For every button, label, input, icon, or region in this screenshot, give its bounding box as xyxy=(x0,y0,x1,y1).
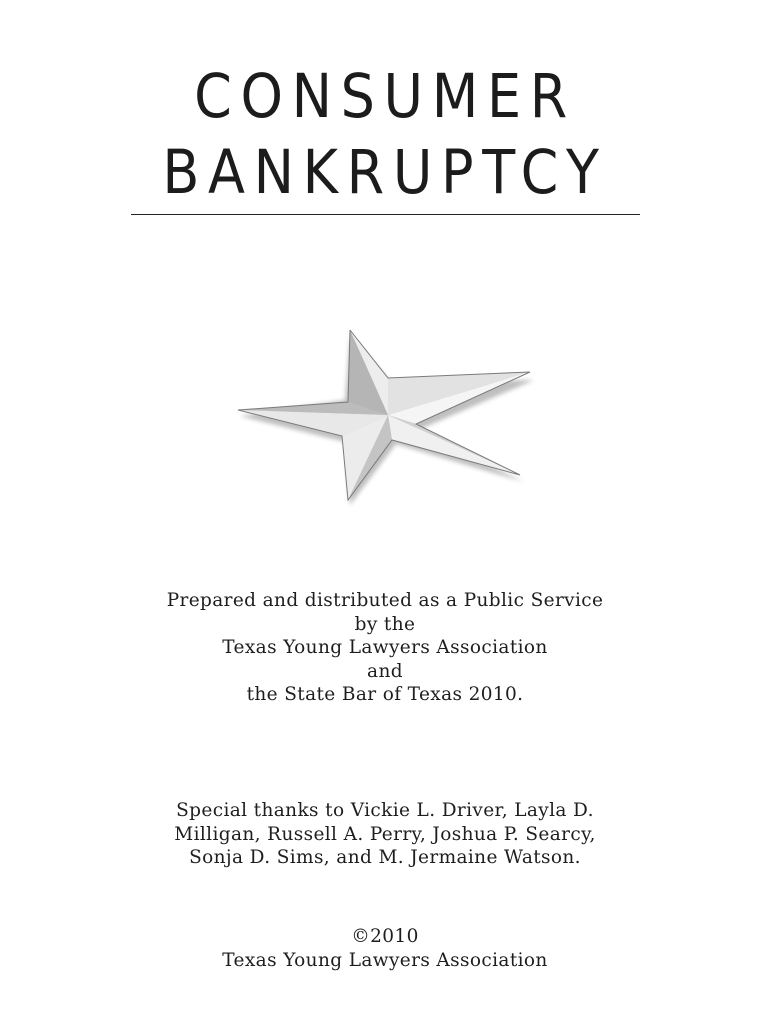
thanks-line: Milligan, Russell A. Perry, Joshua P. Searcy, xyxy=(174,823,596,845)
prepared-line: by the xyxy=(354,613,416,635)
thanks-line: Sonja D. Sims, and M. Jermaine Watson. xyxy=(189,847,581,868)
acknowledgements xyxy=(0,799,770,870)
copyright-organization: Texas Young Lawyers Association xyxy=(222,949,548,971)
title-line-1: CONSUMER xyxy=(194,61,576,132)
title-line-2: BANKRUPTCY xyxy=(162,137,608,208)
thanks-line: Special thanks to Vickie L. Driver, Layla D. xyxy=(176,800,594,821)
prepared-line: and xyxy=(367,660,403,682)
title-divider xyxy=(131,214,640,215)
prepared-line: Prepared and distributed as a Public Service xyxy=(166,590,604,611)
copyright-notice xyxy=(0,925,770,972)
prepared-line: the State Bar of Texas 2010. xyxy=(246,684,524,705)
copyright-year: ©2010 xyxy=(351,926,419,947)
prepared-by-statement xyxy=(0,589,770,707)
texas-lone-star-icon xyxy=(230,320,540,510)
prepared-line: Texas Young Lawyers Association xyxy=(222,637,548,658)
